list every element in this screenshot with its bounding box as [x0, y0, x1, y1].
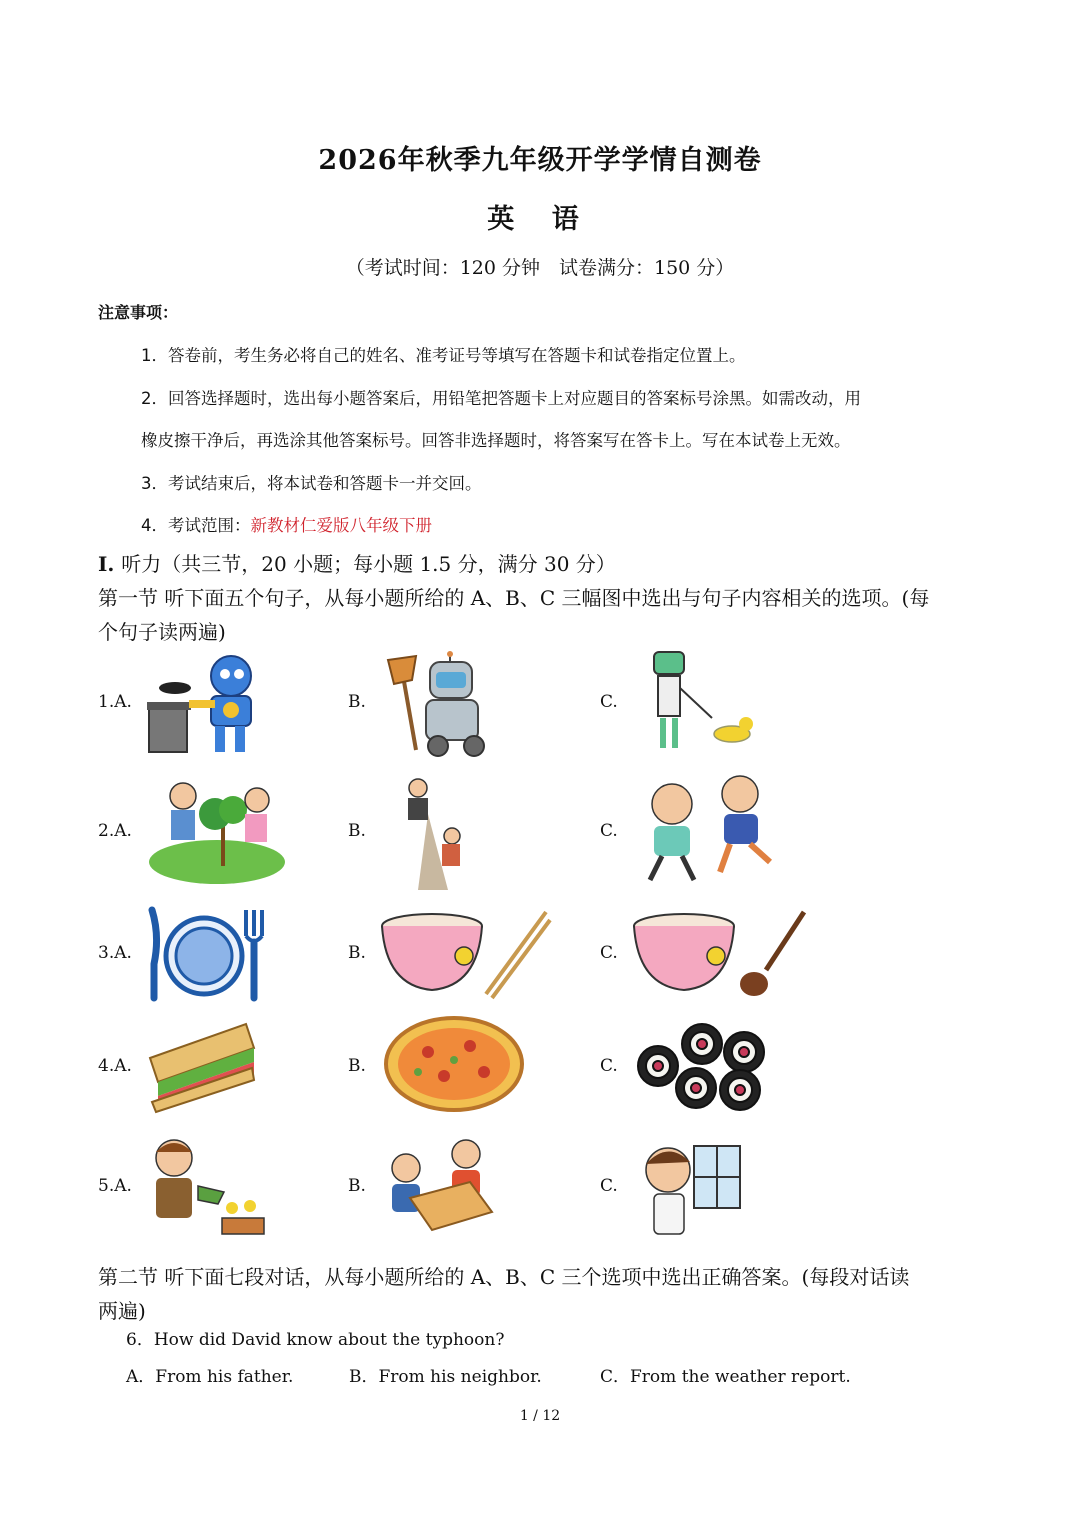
q5-label-c: C. [600, 1176, 618, 1196]
part1-instruction-line1: 第一节 听下面五个句子，从每小题所给的 A、B、C 三幅图中选出与句子内容相关的选项。(每 [98, 586, 930, 610]
q5-label-b: B. [348, 1176, 366, 1196]
part1-instruction-line2: 个句子读两遍) [98, 620, 226, 644]
pizza-illustration [384, 1016, 524, 1112]
subject-title: 英 语 [487, 204, 593, 235]
question-6-option-a: A．From his father. [126, 1367, 294, 1387]
robot-sweeping-illustration [382, 650, 498, 760]
exam-title: 2026年秋季九年级开学学情自测卷 [318, 145, 762, 176]
note-item-4-prefix: 4．考试范围： [141, 516, 251, 535]
bowl-spoon-illustration [632, 906, 810, 1002]
q2-label-c: C. [600, 821, 618, 841]
q3-label-c: C. [600, 943, 618, 963]
section-listening-heading [98, 548, 616, 577]
q1-label-a: 1.A. [98, 692, 132, 712]
people-climbing-illustration [378, 774, 470, 890]
note-item-1: 1．答卷前，考生务必将自己的姓名、准考证号等填写在答题卡和试卷指定位置上。 [141, 346, 746, 365]
exam-scope: 新教材仁爱版八年级下册 [250, 516, 432, 535]
q3-label-a: 3.A. [98, 943, 132, 963]
q4-label-a: 4.A. [98, 1056, 132, 1076]
page-number: 1 / 12 [519, 1408, 561, 1424]
question-6-option-b: B．From his neighbor. [349, 1367, 542, 1387]
q2-label-a: 2.A. [98, 821, 132, 841]
note-item-4 [141, 512, 432, 536]
note-item-2-cont: 橡皮擦干净后，再选涂其他答案标号。回答非选择题时，将答案写在答卡上。写在本试卷上无效。 [141, 431, 851, 450]
question-6-stem: 6．How did David know about the typhoon? [126, 1330, 505, 1350]
children-running-illustration [640, 772, 780, 884]
q5-label-a: 5.A. [98, 1176, 132, 1196]
note-item-3: 3．考试结束后，将本试卷和答题卡一并交回。 [141, 474, 482, 493]
q3-label-b: B. [348, 943, 366, 963]
part2-instruction-line2: 两遍) [98, 1299, 146, 1323]
children-planting-tree-illustration [145, 774, 290, 886]
q1-label-b: B. [348, 692, 366, 712]
boy-watering-flowers-illustration [146, 1134, 268, 1238]
children-playing-chess-illustration [380, 1134, 496, 1232]
section-title: 听力（共三节，20 小题；每小题 1.5 分，满分 30 分） [121, 552, 616, 576]
q2-label-b: B. [348, 821, 366, 841]
sushi-rolls-illustration [632, 1016, 772, 1112]
sandwich-illustration [146, 1018, 258, 1114]
exam-info: （考试时间：120 分钟 试卷满分：150 分） [345, 257, 735, 279]
part2-instruction-line1: 第二节 听下面七段对话，从每小题所给的 A、B、C 三个选项中选出正确答案。(每段对话读 [98, 1265, 910, 1289]
robot-walking-dog-illustration [640, 648, 756, 758]
note-item-2: 2．回答选择题时，选出每小题答案后，用铅笔把答题卡上对应题目的答案标号涂黑。如需改动，用 [141, 389, 861, 408]
q4-label-c: C. [600, 1056, 618, 1076]
plate-knife-fork-illustration [146, 906, 264, 1002]
question-6-option-c: C．From the weather report. [600, 1367, 851, 1387]
section-number: I. [98, 552, 122, 576]
notes-heading: 注意事项： [98, 303, 179, 322]
boy-cleaning-window-illustration [638, 1140, 744, 1240]
bowl-chopsticks-illustration [380, 906, 552, 1002]
robot-cooking-illustration [145, 648, 255, 758]
q1-label-c: C. [600, 692, 618, 712]
q4-label-b: B. [348, 1056, 366, 1076]
